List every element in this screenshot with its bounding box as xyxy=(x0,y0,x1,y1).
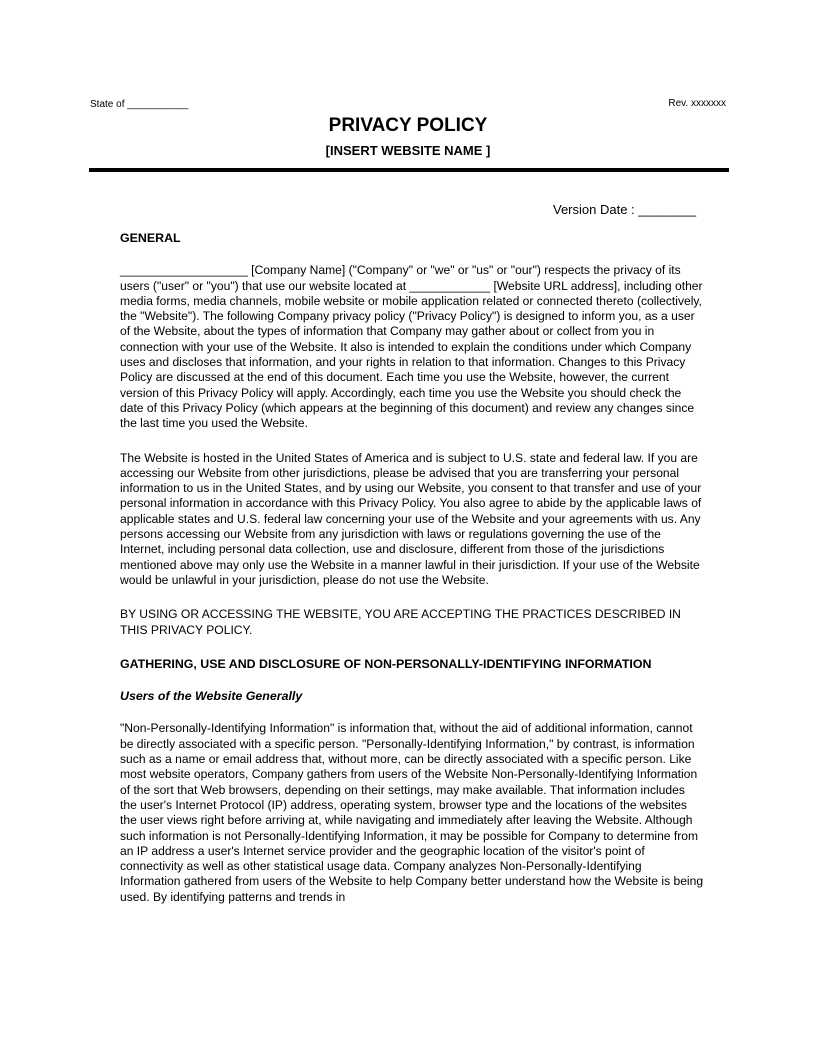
users-subheading: Users of the Website Generally xyxy=(120,689,303,704)
revision-label: Rev. xxxxxxx xyxy=(668,98,726,109)
general-paragraph-1: ___________________ [Company Name] ("Company" or "we" or "us" or "our") respects the privacy of its users ("user" or "you") that use our website located at ____________ [Website URL address], including other media forms, media channels, mobile website or mobile application related or connected thereto (collectively, the "Website"). The following Company privacy policy ("Privacy Policy") is designed to inform you, as a user of the Website, about the types of information that Company may gather about or collect from you in connection with your use of the Website. It also is intended to explain the conditions under which Company uses and discloses that information, and your rights in relation to that information. Changes to this Privacy Policy are discussed at the end of this document. Each time you use the Website, however, the current version of this Privacy Policy will apply. Accordingly, each time you use the Website you should check the date of this Privacy Policy (which appears at the beginning of this document) and review any changes since the last time you used the Website. xyxy=(120,263,703,431)
general-heading: GENERAL xyxy=(120,231,181,245)
document-subtitle: [INSERT WEBSITE NAME ] xyxy=(325,143,491,158)
acceptance-paragraph: BY USING OR ACCESSING THE WEBSITE, YOU ARE ACCEPTING THE PRACTICES DESCRIBED IN THIS PRIVACY POLICY. xyxy=(120,607,681,637)
general-paragraph-2: The Website is hosted in the United States of America and is subject to U.S. state and federal law. If you are accessing our Website from other jurisdictions, please be advised that you are transferring your personal information to us in the United States, and by using our Website, you consent to that transfer and use of your personal information in accordance with this Privacy Policy. You also agree to abide by the applicable laws of applicable states and U.S. federal law concerning your use of the Website and your agreements with us. Any persons accessing our Website from any jurisdiction with laws or regulations governing the use of the Internet, including personal data collection, use and disclosure, different from those of the jurisdictions mentioned above may only use the Website in a manner lawful in their jurisdiction. If your use of the Website would be unlawful in your jurisdiction, please do not use the Website. xyxy=(120,450,702,587)
version-date: Version Date : ________ xyxy=(553,202,697,217)
non-pii-paragraph: "Non-Personally-Identifying Information" is information that, without the aid of additional information, cannot be directly associated with a specific person. "Personally-Identifying Information," by contrast, is information such as a name or email address that, without more, can be directly associated with a specific person. Like most website operators, Company gathers from users of the Website Non-Personally-Identifying Information of the sort that Web browsers, depending on their settings, may make available. That information includes the user's Internet Protocol (IP) address, operating system, browser type and the locations of the websites the user views right before arriving at, while navigating and immediately after leaving the Website. Although such information is not Personally-Identifying Information, it may be possible for Company to determine from an IP address a user's Internet service provider and the geographic location of the visitor's point of connectivity as well as other statistical usage data. Company analyzes Non-Personally-Identifying Information gathered from users of the Website to help Company better understand how the Website is being used. By identifying patterns and trends in xyxy=(120,721,704,904)
gathering-heading: GATHERING, USE AND DISCLOSURE OF NON-PERSONALLY-IDENTIFYING INFORMATION xyxy=(120,656,652,671)
document-body xyxy=(120,231,705,905)
document-title: PRIVACY POLICY xyxy=(328,115,488,136)
state-of-field: State of ___________ xyxy=(90,99,189,110)
header-divider xyxy=(89,168,729,172)
